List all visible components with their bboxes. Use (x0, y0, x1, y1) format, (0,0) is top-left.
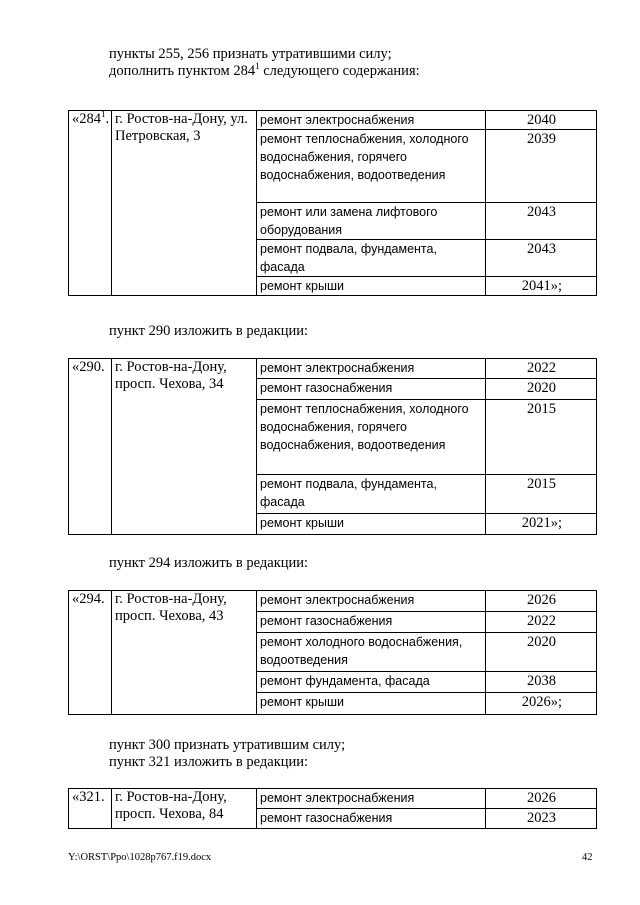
table-row (69, 111, 597, 130)
item-number: «290. (69, 359, 112, 535)
address-cell: г. Ростов-на-Дону, ул. Петровская, 3 (112, 111, 257, 296)
work-cell: ремонт теплоснабжения, холодного водоснабжения, горячего водоснабжения, водоотведения (257, 400, 486, 475)
year-cell: 2020 (486, 633, 597, 672)
year-cell: 2041»; (486, 277, 597, 296)
item-number-dot: . (105, 111, 110, 127)
item-number-main: «284 (72, 111, 101, 127)
address-cell: г. Ростов-на-Дону, просп. Чехова, 34 (112, 359, 257, 535)
year-cell: 2038 (486, 672, 597, 693)
year-cell: 2021»; (486, 514, 597, 535)
year-cell: 2043 (486, 240, 597, 277)
year-cell: 2026 (486, 789, 597, 809)
year-cell: 2015 (486, 475, 597, 514)
work-cell: ремонт крыши (257, 514, 486, 535)
table-item-290 (68, 358, 597, 535)
footer-file-path: Y:\ORST\Ppo\1028p767.f19.docx (68, 852, 212, 863)
work-cell: ремонт газоснабжения (257, 612, 486, 633)
year-cell: 2015 (486, 400, 597, 475)
intro-superscript: 1 (255, 61, 260, 71)
table-item-321 (68, 788, 597, 829)
work-cell: ремонт или замена лифтового оборудования (257, 203, 486, 240)
year-cell: 2020 (486, 379, 597, 400)
intro-line-1: пункты 255, 256 признать утратившими силу; (109, 46, 392, 62)
work-cell: ремонт фундамента, фасада (257, 672, 486, 693)
paragraph-321: пункт 321 изложить в редакции: (109, 754, 309, 770)
paragraph-294: пункт 294 изложить в редакции: (109, 555, 309, 571)
work-cell: ремонт подвала, фундамента, фасада (257, 240, 486, 277)
work-cell: ремонт крыши (257, 277, 486, 296)
table-item-284-1 (68, 110, 597, 296)
work-cell: ремонт теплоснабжения, холодного водоснабжения, горячего водоснабжения, водоотведения (257, 130, 486, 203)
work-cell: ремонт подвала, фундамента, фасада (257, 475, 486, 514)
work-cell: ремонт газоснабжения (257, 809, 486, 829)
item-number-sup: 1 (101, 109, 106, 119)
address-cell: г. Ростов-на-Дону, просп. Чехова, 84 (112, 789, 257, 829)
year-cell: 2026»; (486, 693, 597, 715)
work-cell: ремонт газоснабжения (257, 379, 486, 400)
paragraph-300: пункт 300 признать утратившим силу; (109, 737, 346, 753)
year-cell: 2022 (486, 359, 597, 379)
address-cell: г. Ростов-на-Дону, просп. Чехова, 43 (112, 591, 257, 715)
intro-line-2-tail: следующего содержания: (259, 63, 420, 79)
work-cell: ремонт электроснабжения (257, 591, 486, 612)
table-item-294 (68, 590, 597, 715)
year-cell: 2040 (486, 111, 597, 130)
table-row (69, 591, 597, 612)
year-cell: 2023 (486, 809, 597, 829)
paragraph-290: пункт 290 изложить в редакции: (109, 323, 309, 339)
item-number (69, 111, 112, 296)
page-number: 42 (582, 852, 593, 863)
table-row (69, 789, 597, 809)
year-cell: 2022 (486, 612, 597, 633)
intro-line-2 (109, 63, 420, 80)
table-row (69, 359, 597, 379)
work-cell: ремонт электроснабжения (257, 789, 486, 809)
year-cell: 2043 (486, 203, 597, 240)
year-cell: 2039 (486, 130, 597, 203)
item-number: «294. (69, 591, 112, 715)
work-cell: ремонт крыши (257, 693, 486, 715)
work-cell: ремонт холодного водоснабжения, водоотведения (257, 633, 486, 672)
year-cell: 2026 (486, 591, 597, 612)
work-cell: ремонт электроснабжения (257, 111, 486, 130)
work-cell: ремонт электроснабжения (257, 359, 486, 379)
item-number: «321. (69, 789, 112, 829)
intro-line-2-text: дополнить пунктом 284 (109, 63, 256, 79)
